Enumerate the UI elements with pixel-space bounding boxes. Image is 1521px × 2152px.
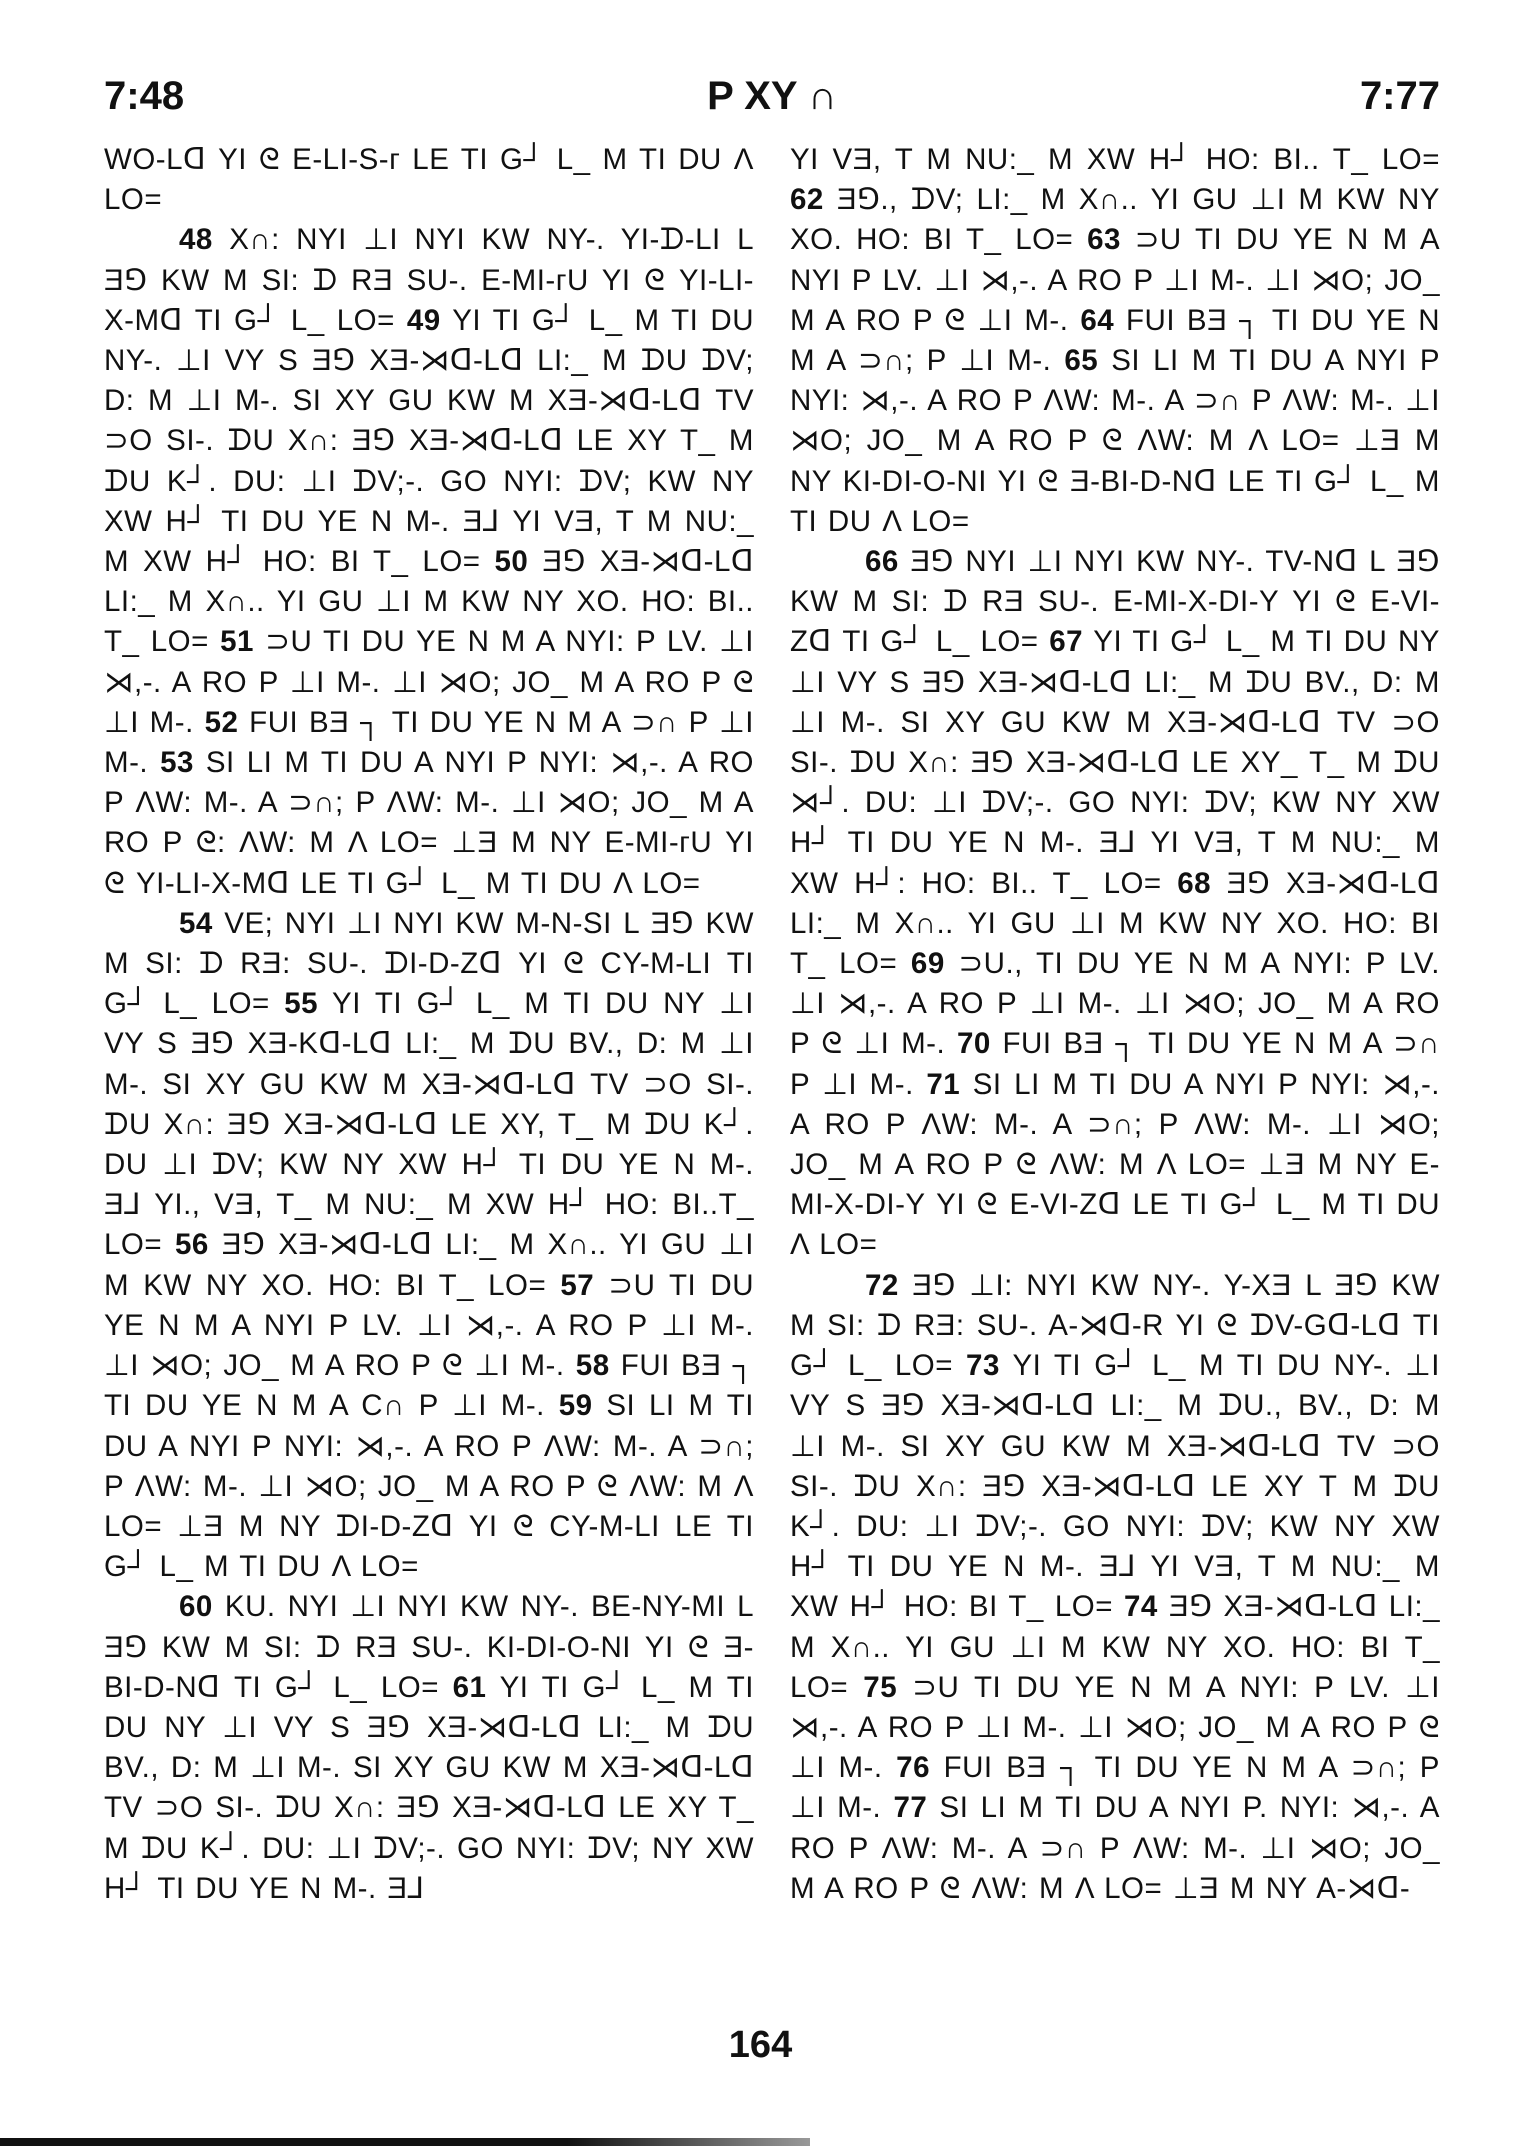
verse-number: 57	[560, 1268, 595, 1302]
page-number: 164	[728, 2024, 793, 2066]
verse-text: Ǝ⅁ XƎ-⋊ᗡ-Lᗡ LI:_ M X∩.. YI GU ⊥I M KW NY XO. HO: BI T_ LO=	[790, 1590, 1440, 1704]
verse-text: ⊃U TI DU YE N M A NYI: P LV. ⊥I ⋊,-. A RO P ⊥I M-. ⊥I ⋊O; JO_ M A RO P ᘓ ⊥I M-.	[790, 1670, 1440, 1785]
verse-number: 53	[160, 746, 194, 780]
verse-text: Ǝ⅁ NYI ⊥I NYI KW NY-. TV-Nᗡ L Ǝ⅁ KW M SI: ᗪ RƎ SU-. E-MI-X-DI-Y YI ᘓ E-VI-Zᗡ TI G┘ L_ LO=	[790, 545, 1440, 659]
verse-number: 64	[1080, 303, 1115, 337]
paragraph	[790, 140, 1440, 542]
verse-text: Ǝ⅁., ᗪV; LI:_ M X∩.. YI GU ⊥I M KW NY XO. HO: BI T_ LO=	[790, 183, 1440, 257]
header-book-title: P XY ∩	[707, 74, 837, 118]
verse-text: Ǝ⅁ XƎ-⋊ᗡ-Lᗡ LI:_ M X∩.. YI GU ⊥I M KW NY XO. HO: BI.. T_ LO=	[104, 545, 755, 659]
verse-text: Ǝ⅁ XƎ-⋊ᗡ-Lᗡ LI:_ M X∩.. YI GU ⊥I M KW NY XO. HO: BI T_ LO=	[790, 866, 1441, 981]
verse-number: 77	[893, 1791, 928, 1825]
verse-text: ⊃U TI DU YE N M A NYI P LV. ⊥I ⋊,-. A RO P ⊥I M-. ⊥I ⋊O; JO_ M A RO P ᘓ ⊥I M-.	[104, 1268, 754, 1383]
verse-text: SI LI M TI DU A NYI P NYI: ⋊,-. A RO P ΛW: M-. A ⊃∩; P ΛW: M-. ⊥I ⋊O; JO_ M A RO P ᘓ ΛW: M Λ LO= ⊥Ǝ M NY ᗪI-D-Zᗡ YI ᘓ CY-M-LI LE TI G┘ L_ M TI DU Λ LO=	[104, 1389, 755, 1584]
verse-text: VE; NYI ⊥I NYI KW M-N-SI L Ǝ⅁ KW M SI: ᗪ RƎ: SU-. ᗪI-D-Zᗡ YI ᘓ CY-M-LI TI G┘ L_ LO=	[104, 906, 754, 1021]
paragraph	[790, 1266, 1440, 1909]
text-column-left	[104, 140, 754, 1909]
paragraph	[104, 140, 754, 220]
verse-number: 72	[865, 1268, 899, 1302]
verse-text: X∩: NYI ⊥I NYI KW NY-. YI-ᗪ-LI L Ǝ⅁ KW M SI: ᗪ RƎ SU-. E-MI-ᴦU YI ᘓ YI-LI-X-Mᗡ TI G┘ L_ LO=	[104, 223, 754, 337]
verse-number: 51	[220, 625, 254, 659]
verse-number: 48	[179, 223, 213, 257]
verse-number: 68	[1177, 866, 1212, 900]
verse-text: YI TI G┘ L_ M TI DU NY-. ⊥I VY S Ǝ⅁ XƎ-⋊ᗡ-Lᗡ LI:_ M ᗪU., BV., D: M ⊥I M-. SI XY GU KW M XƎ-⋊ᗡ-Lᗡ TV ⊃O SI-. ᗪU X∩: Ǝ⅁ XƎ-⋊ᗡ-Lᗡ LE XY T M ᗪU K┘. DU: ⊥I ᗪV;-. GO NYI: ᗪV; KW NY XW H┘ TI DU YE N M-. Ǝ⅃ YI VƎ, T M NU:_ M XW H┘ HO: BI T_ LO=	[790, 1349, 1441, 1624]
paragraph	[790, 542, 1440, 1266]
verse-number: 65	[1064, 344, 1099, 378]
verse-number: 50	[494, 545, 529, 579]
verse-number: 66	[865, 545, 899, 579]
verse-number: 49	[406, 303, 441, 337]
header-chapter-verse-start: 7:48	[104, 74, 185, 118]
verse-text: ⊃U TI DU YE N M A NYI P LV. ⊥I ⋊,-. A RO P ⊥I M-. ⊥I ⋊O; JO_ M A RO P ᘓ ⊥I M-.	[790, 223, 1441, 337]
verse-number: 70	[956, 1027, 991, 1061]
paragraph	[104, 1587, 754, 1909]
verse-number: 71	[926, 1067, 961, 1101]
verse-number: 62	[790, 183, 824, 217]
verse-number: 56	[175, 1228, 209, 1262]
page-header	[104, 66, 1440, 126]
verse-text: SI LI M TI DU A NYI P NYI: ⋊,-. A RO P ΛW: M-. A ⊃∩; P ΛW: M-. ⊥I ⋊O; JO_ M A RO P ᘓ ΛW: M Λ LO= ⊥Ǝ M NY E-MI-X-DI-Y YI ᘓ E-VI-Zᗡ LE TI G┘ L_ M TI DU Λ LO=	[790, 1067, 1441, 1262]
verse-text: ⊃U TI DU YE N M A NYI: P LV. ⊥I ⋊,-. A RO P ⊥I M-. ⊥I ⋊O; JO_ M A RO P ᘓ ⊥I M-.	[104, 625, 754, 739]
verse-number: 59	[558, 1389, 593, 1423]
verse-number: 63	[1087, 223, 1121, 257]
verse-number: 76	[896, 1751, 930, 1785]
verse-text: SI LI M TI DU A NYI P NYI: ⋊,-. A RO P ΛW: M-. A ⊃∩; P ΛW: M-. ⊥I ⋊O; JO_ M A RO P ᘓ: ΛW: M Λ LO= ⊥Ǝ M NY E-MI-ᴦU YI ᘓ YI-LI-X-Mᗡ LE TI G┘ L_ M TI DU Λ LO=	[104, 746, 754, 900]
verse-number: 75	[863, 1670, 898, 1704]
verse-text: FUI BƎ ┐ TI DU YE N M A C∩ P ⊥I M-.	[104, 1349, 754, 1423]
verse-number: 55	[284, 987, 319, 1021]
verse-text: YI TI G┘ L_ M TI DU NY-. ⊥I VY S Ǝ⅁ XƎ-⋊ᗡ-Lᗡ LI:_ M ᗪU ᗪV; D: M ⊥I M-. SI XY GU KW M XƎ-⋊ᗡ-Lᗡ TV ⊃O SI-. ᗪU X∩: Ǝ⅁ XƎ-⋊ᗡ-Lᗡ LE XY T_ M ᗪU K┘. DU: ⊥I ᗪV;-. GO NYI: ᗪV; KW NY XW H┘ TI DU YE N M-. Ǝ⅃ YI VƎ, T M NU:_ M XW H┘ HO: BI T_ LO=	[104, 303, 755, 579]
verse-number: 69	[910, 947, 945, 981]
verse-number: 52	[204, 705, 239, 739]
verse-text: FUI BƎ ┐ TI DU YE N M A ⊃∩ P ⊥I M-.	[104, 705, 754, 780]
verse-text: Ǝ⅁ ⊥I: NYI KW NY-. Y-XƎ L Ǝ⅁ KW M SI: ᗪ RƎ: SU-. A-⋊ᗡ-R YI ᘓ ᗪV-Gᗡ-Lᗡ TI G┘ L_ LO=	[790, 1268, 1440, 1383]
scan-edge-rule	[0, 2138, 810, 2146]
verse-number: 61	[452, 1670, 487, 1704]
verse-text: WO-Lᗡ YI ᘓ E-LI-S-ᴦ LE TI G┘ L_ M TI DU Λ LO=	[104, 143, 754, 217]
verse-text: FUI BƎ ┐ TI DU YE N M A ⊃∩ P ⊥I M-.	[790, 1027, 1440, 1101]
verse-number: 60	[179, 1590, 213, 1624]
verse-text: YI TI G┘ L_ M TI DU NY ⊥I VY S Ǝ⅁ XƎ-Kᗡ-Lᗡ LI:_ M ᗪU BV., D: M ⊥I M-. SI XY GU KW M XƎ-⋊ᗡ-Lᗡ TV ⊃O SI-. ᗪU X∩: Ǝ⅁ XƎ-⋊ᗡ-Lᗡ LE XY, T_ M ᗪU K┘. DU ⊥I ᗪV; KW NY XW H┘ TI DU YE N M-. Ǝ⅃ YI., VƎ, T_ M NU:_ M XW H┘ HO: BI..T_ LO=	[104, 987, 754, 1262]
verse-text: ⊃U., TI DU YE N M A NYI: P LV. ⊥I ⋊,-. A RO P ⊥I M-. ⊥I ⋊O; JO_ M A RO P ᘓ ⊥I M-.	[790, 947, 1440, 1061]
verse-number: 67	[1049, 625, 1084, 659]
verse-number: 73	[966, 1349, 1000, 1383]
verse-text: YI TI G┘ L_ M TI DU NY ⊥I VY S Ǝ⅁ XƎ-⋊ᗡ-Lᗡ LI:_ M ᗪU BV., D: M ⊥I M-. SI XY GU KW M XƎ-⋊ᗡ-Lᗡ TV ⊃O SI-. ᗪU X∩: Ǝ⅁ XƎ-⋊ᗡ-Lᗡ LE XY T_ M ᗪU K┘. DU: ⊥I ᗪV;-. GO NYI: ᗪV; NY XW H┘ TI DU YE N M-. Ǝ⅃	[104, 1670, 754, 1905]
verse-text: YI TI G┘ L_ M TI DU NY ⊥I VY S Ǝ⅁ XƎ-⋊ᗡ-Lᗡ LI:_ M ᗪU BV., D: M ⊥I M-. SI XY GU KW M XƎ-⋊ᗡ-Lᗡ TV ⊃O SI-. ᗪU X∩: Ǝ⅁ XƎ-⋊ᗡ-Lᗡ LE XY_ T_ M ᗪU ⋊┘. DU: ⊥I ᗪV;-. GO NYI: ᗪV; KW NY XW H┘ TI DU YE N M-. Ǝ⅃ YI VƎ, T M NU:_ M XW H┘: HO: BI.. T_ LO=	[790, 625, 1440, 900]
header-chapter-verse-end: 7:77	[1359, 74, 1440, 118]
paragraph	[104, 904, 754, 1587]
verse-text: SI LI M TI DU A NYI P. NYI: ⋊,-. A RO P ΛW: M-. A ⊃∩ P ΛW: M-. ⊥I ⋊O; JO_ M A RO P ᘓ ΛW: M Λ LO= ⊥Ǝ M NY A-⋊ᗡ-	[790, 1791, 1440, 1905]
verse-number: 58	[575, 1349, 610, 1383]
verse-number: 74	[1124, 1590, 1158, 1624]
verse-text: Ǝ⅁ XƎ-⋊ᗡ-Lᗡ LI:_ M X∩.. YI GU ⊥I M KW NY XO. HO: BI T_ LO=	[104, 1228, 754, 1302]
verse-text: YI VƎ, T M NU:_ M XW H┘ HO: BI.. T_ LO=	[790, 143, 1440, 176]
paragraph	[104, 220, 754, 903]
verse-number: 54	[179, 906, 213, 940]
verse-text: SI LI M TI DU A NYI P NYI: ⋊,-. A RO P ΛW: M-. A ⊃∩ P ΛW: M-. ⊥I ⋊O; JO_ M A RO P ᘓ ΛW: M Λ LO= ⊥Ǝ M NY KI-DI-O-NI YI ᘓ Ǝ-BI-D-Nᗡ LE TI G┘ L_ M TI DU Λ LO=	[790, 344, 1440, 538]
verse-text: FUI BƎ ┐ TI DU YE N M A ⊃∩; P ⊥I M-.	[790, 1751, 1440, 1825]
text-column-right	[790, 140, 1440, 1909]
verse-text: FUI BƎ ┐ TI DU YE N M A ⊃∩; P ⊥I M-.	[790, 303, 1440, 378]
verse-text: KU. NYI ⊥I NYI KW NY-. BE-NY-MI L Ǝ⅁ KW M SI: ᗪ RƎ SU-. KI-DI-O-NI YI ᘓ Ǝ-BI-D-Nᗡ TI G┘ L_ LO=	[104, 1590, 754, 1704]
